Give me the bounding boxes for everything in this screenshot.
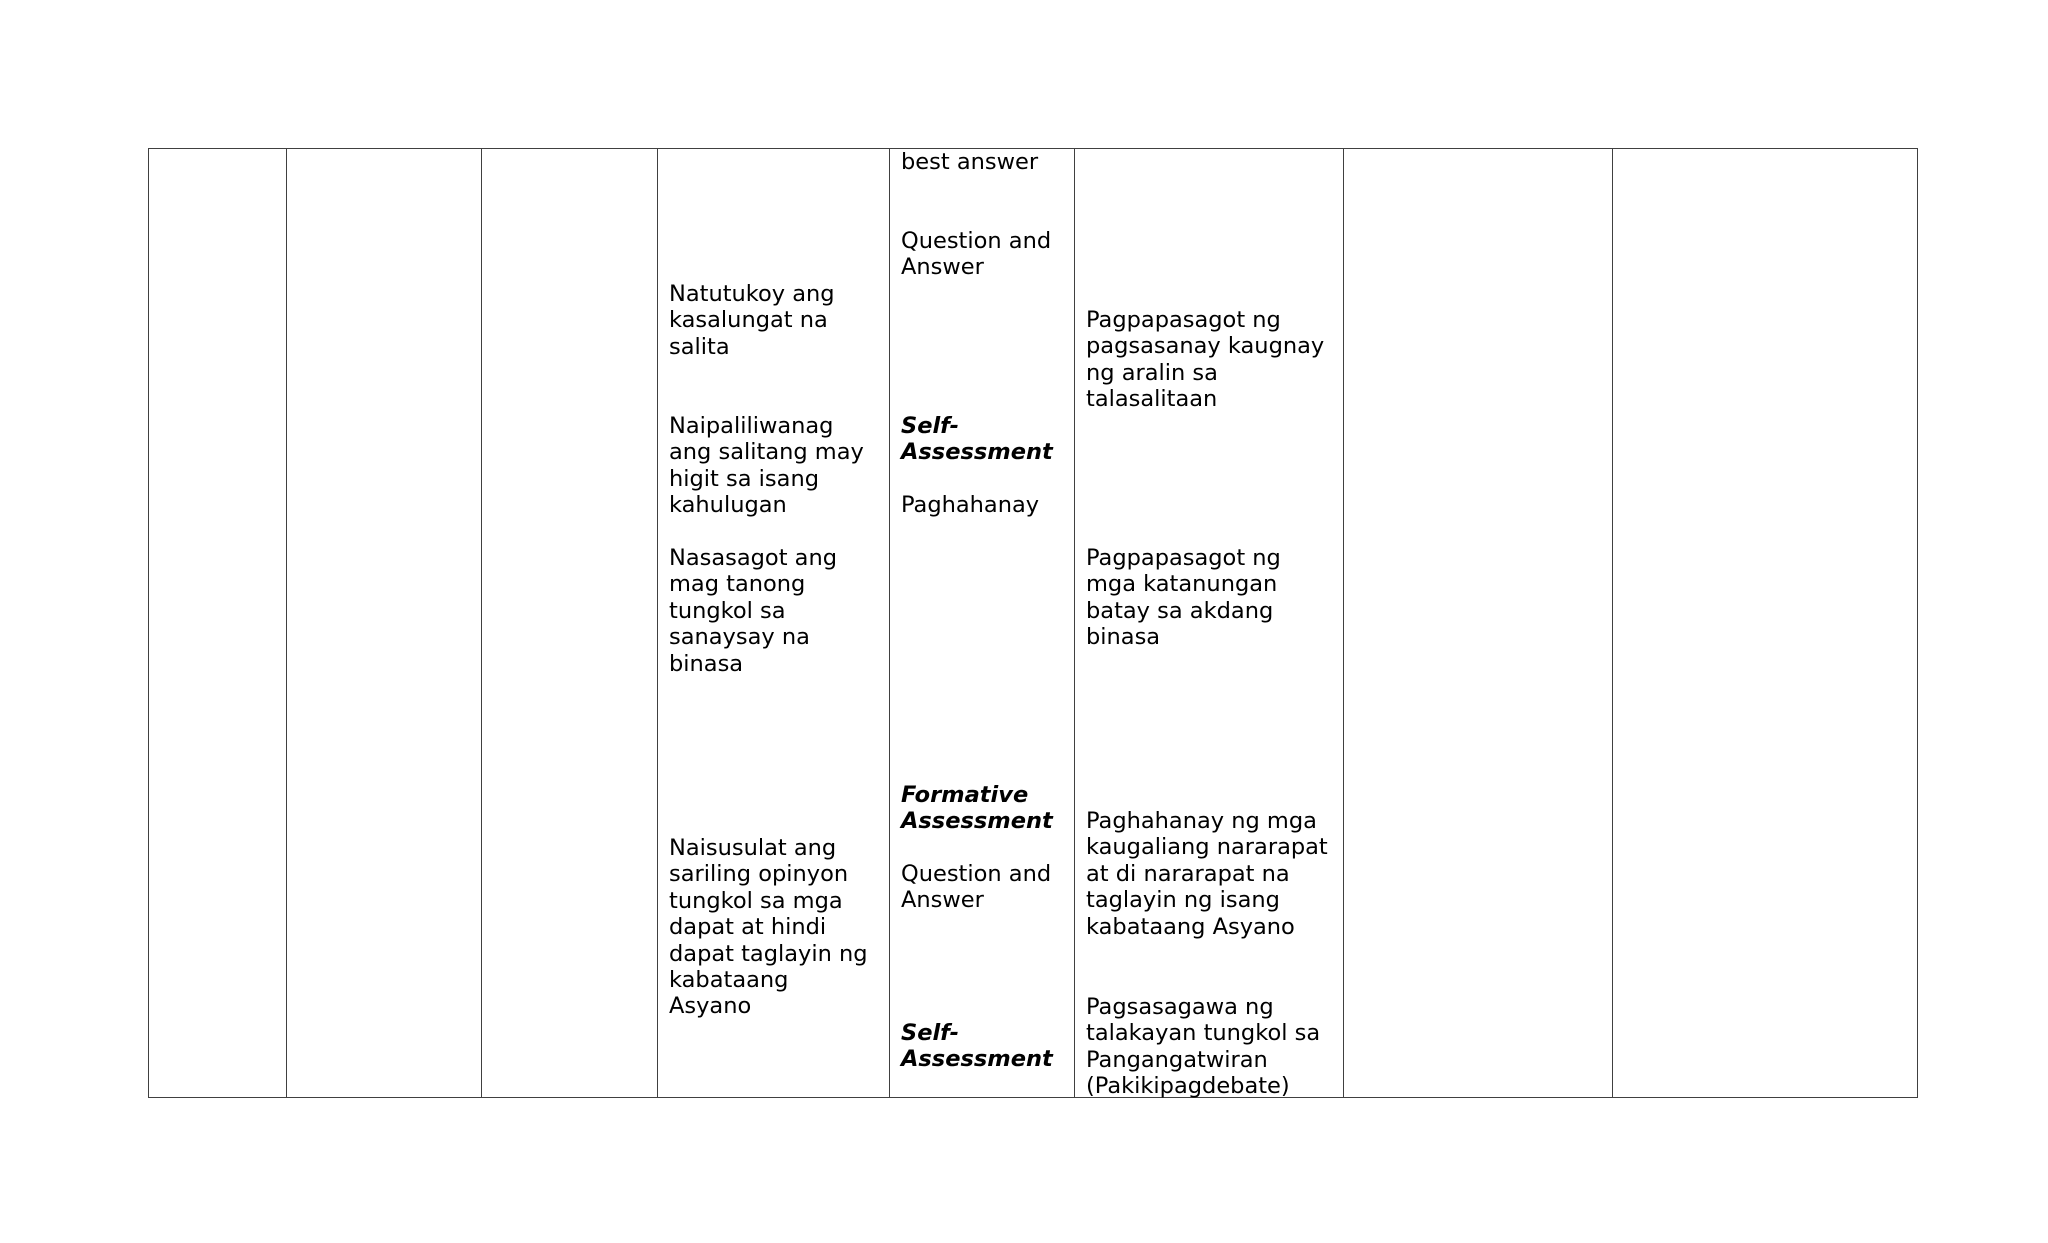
activity-values-sorting: Paghahanay ng mga kaugaliang nararapat at di nararapat na taglayin ng isang kabataang Asyano (1086, 808, 1328, 940)
activity-debate: Pagsasagawa ng talakayan tungkol sa Pangangatwiran (Pakikipagdebate) (1086, 994, 1321, 1100)
objective-answer-questions: Nasasagot ang mag tanong tungkol sa sanaysay na binasa (669, 545, 837, 677)
column-divider-6 (1343, 148, 1344, 1098)
activity-vocabulary-exercise: Pagpapasagot ng pagsasanay kaugnay ng aralin sa talasalitaan (1086, 307, 1325, 413)
column-divider-3 (657, 148, 658, 1098)
column-divider-4 (889, 148, 890, 1098)
assessment-formative: Formative Assessment (901, 782, 1053, 835)
assessment-self-1: Self- Assessment (901, 413, 1053, 466)
column-divider-7 (1612, 148, 1613, 1098)
table-border (148, 148, 1918, 1098)
assessment-paghahanay: Paghahanay (901, 492, 1040, 518)
objective-write-opinion: Naisusulat ang sariling opinyon tungkol sa mga dapat at hindi dapat taglayin ng kabataang Asyano (669, 835, 868, 1020)
assessment-question-answer-1: Question and Answer (901, 228, 1052, 281)
column-divider-2 (481, 148, 482, 1098)
column-divider-5 (1074, 148, 1075, 1098)
assessment-self-2: Self- Assessment (901, 1020, 1053, 1073)
objective-antonym: Natutukoy ang kasalungat na salita (669, 281, 835, 360)
assessment-best-answer: best answer (901, 149, 1039, 175)
activity-reading-questions: Pagpapasagot ng mga katanungan batay sa akdang binasa (1086, 545, 1281, 651)
objective-multiple-meaning: Naipaliliwanag ang salitang may higit sa isang kahulugan (669, 413, 864, 519)
column-divider-1 (286, 148, 287, 1098)
assessment-question-answer-2: Question and Answer (901, 861, 1052, 914)
